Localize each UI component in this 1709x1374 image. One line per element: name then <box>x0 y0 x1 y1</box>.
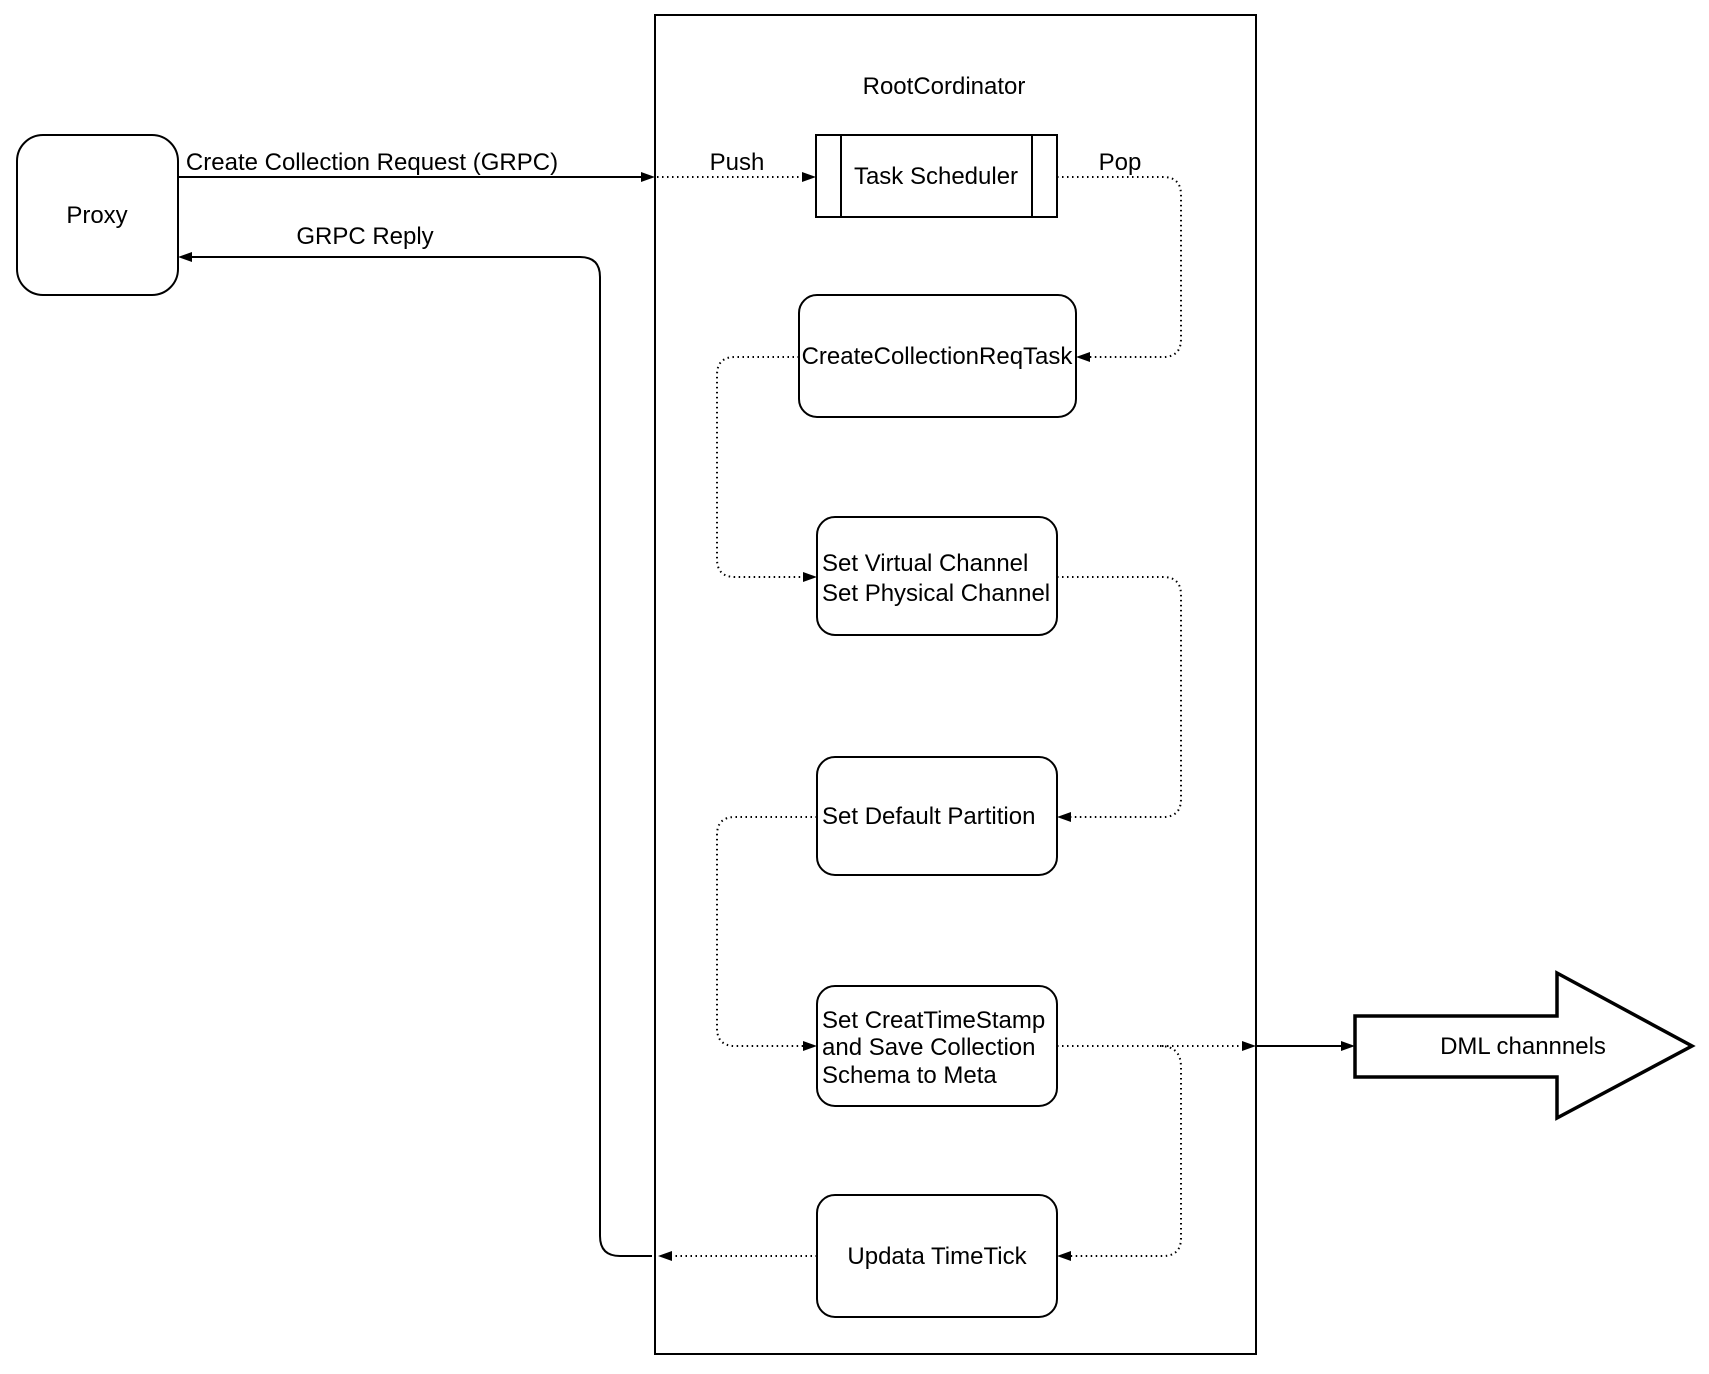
dml-channels-arrow <box>1355 973 1692 1118</box>
set-default-partition-node <box>817 757 1057 875</box>
create-collection-req-task-label: CreateCollectionReqTask <box>801 343 1073 370</box>
create-collection-req-task-node <box>799 295 1076 417</box>
set-timestamp-label-line1: Set CreatTimeStamp <box>822 1007 1046 1034</box>
request-arrow-label: Create Collection Request (GRPC) <box>185 149 559 176</box>
rootcoordinator-title: RootCordinator <box>862 73 1026 100</box>
push-label: Push <box>709 149 765 176</box>
set-timestamp-node <box>817 986 1057 1106</box>
reply-arrow-label: GRPC Reply <box>296 223 434 250</box>
update-timetick-node <box>817 1195 1057 1317</box>
task-scheduler-label: Task Scheduler <box>853 163 1019 190</box>
update-timetick-label: Updata TimeTick <box>847 1243 1027 1270</box>
reply-arrow <box>192 257 652 1256</box>
set-channels-node <box>817 517 1057 635</box>
set-default-partition-label: Set Default Partition <box>822 803 1036 830</box>
proxy-label: Proxy <box>66 202 128 229</box>
task-scheduler-node <box>816 135 1057 217</box>
pop-label: Pop <box>1098 149 1142 176</box>
set-channels-label-line1: Set Virtual Channel <box>822 550 1029 577</box>
set-timestamp-label-line2: and Save Collection <box>822 1034 1036 1061</box>
dml-channels-label: DML channnels <box>1440 1033 1606 1060</box>
set-timestamp-label-line3: Schema to Meta <box>822 1062 997 1089</box>
set-channels-label-line2: Set Physical Channel <box>822 580 1051 607</box>
